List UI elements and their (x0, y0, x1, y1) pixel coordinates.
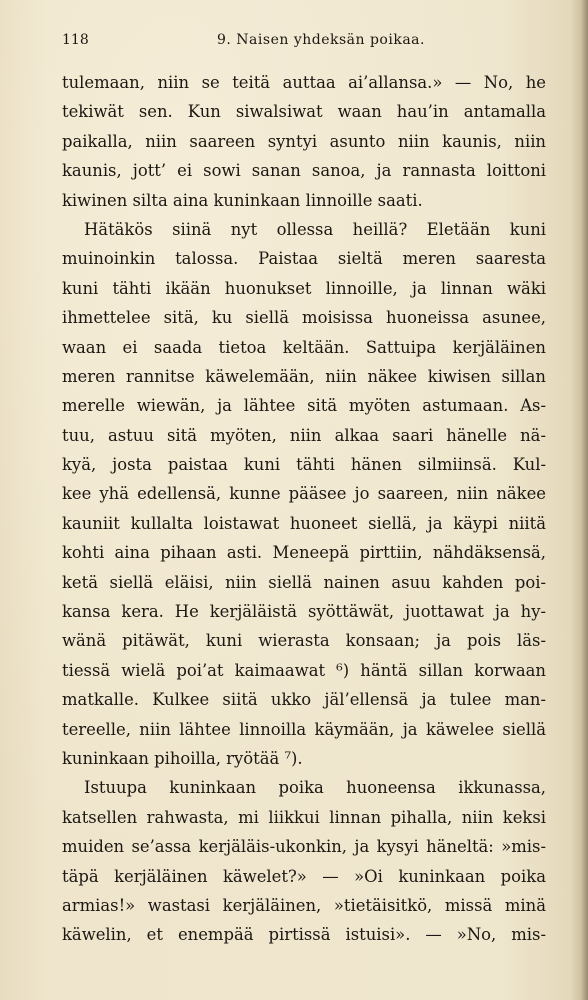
text-line: muiden se’assa kerjäläis-ukonkin, ja kysyi häneltä: »mis- (62, 837, 546, 857)
page-header (62, 32, 532, 54)
text-line: tekiwät sen. Kun siwalsiwat waan hau’in antamalla (62, 102, 546, 122)
text-line: paikalla, niin saareen syntyi asunto niin kaunis, niin (62, 131, 546, 151)
text-line: wänä pitäwät, kuni wierasta konsaan; ja pois läs- (62, 631, 546, 651)
text-line: kaunis, jott’ ei sowi sanan sanoa, ja rannasta loittoni (62, 161, 546, 181)
body-text (62, 68, 546, 950)
text-line: merelle wiewän, ja lähtee sitä myöten astumaan. As- (62, 396, 546, 416)
text-line: matkalle. Kulkee siitä ukko jäl’ellensä ja tulee man- (62, 690, 546, 710)
page-edge-shadow (570, 0, 588, 1000)
text-line: muinoinkin talossa. Paistaa sieltä meren saaresta (62, 249, 546, 269)
text-line: tuu, astuu sitä myöten, niin alkaa saari hänelle nä- (62, 425, 546, 445)
text-line: tiessä wielä poi’at kaimaawat ⁶) häntä sillan korwaan (62, 660, 546, 680)
text-line: waan ei saada tietoa keltään. Sattuipa kerjäläinen (62, 337, 546, 357)
text-line: ihmettelee sitä, ku siellä moisissa huoneissa asunee, (62, 308, 546, 328)
text-line: meren rannitse käwelemään, niin näkee kiwisen sillan (62, 366, 546, 386)
text-line: kee yhä edellensä, kunne pääsee jo saareen, niin näkee (62, 484, 546, 504)
text-line: kauniit kullalta loistawat huoneet siellä, ja käypi niitä (62, 513, 546, 533)
running-head: 9. Naisen yhdeksän poikaa. (217, 32, 425, 48)
text-line: käwelin, et enempää pirtissä istuisi». — »No, mis- (62, 925, 546, 945)
text-line: kuni tähti ikään huonukset linnoille, ja linnan wäki (62, 278, 546, 298)
text-line: Hätäkös siinä nyt ollessa heillä? Eletään kuni (84, 219, 546, 239)
text-line: ketä siellä eläisi, niin siellä nainen asuu kahden poi- (62, 572, 546, 592)
text-line: kyä, josta paistaa kuni tähti hänen silmiinsä. Kul- (62, 455, 546, 475)
text-line: kiwinen silta aina kuninkaan linnoille saati. (62, 190, 423, 210)
text-line: tereelle, niin lähtee linnoilla käymään, ja käwelee siellä (62, 719, 546, 739)
page-number: 118 (62, 32, 89, 48)
text-line: kohti aina pihaan asti. Meneepä pirttiin, nähdäksensä, (62, 543, 546, 563)
text-line: armias!» wastasi kerjäläinen, »tietäisitkö, missä minä (62, 895, 546, 915)
text-line: kansa kera. He kerjäläistä syöttäwät, juottawat ja hy- (62, 602, 546, 622)
text-line: täpä kerjäläinen käwelet?» — »Oi kuninkaan poika (62, 866, 546, 886)
text-line: Istuupa kuninkaan poika huoneensa ikkunassa, (84, 778, 546, 798)
text-line: katsellen rahwasta, mi liikkui linnan pihalla, niin keksi (62, 807, 546, 827)
text-line: tulemaan, niin se teitä auttaa ai’allansa.» — No, he (62, 73, 546, 92)
text-line: kuninkaan pihoilla, ryötää ⁷). (62, 748, 303, 768)
